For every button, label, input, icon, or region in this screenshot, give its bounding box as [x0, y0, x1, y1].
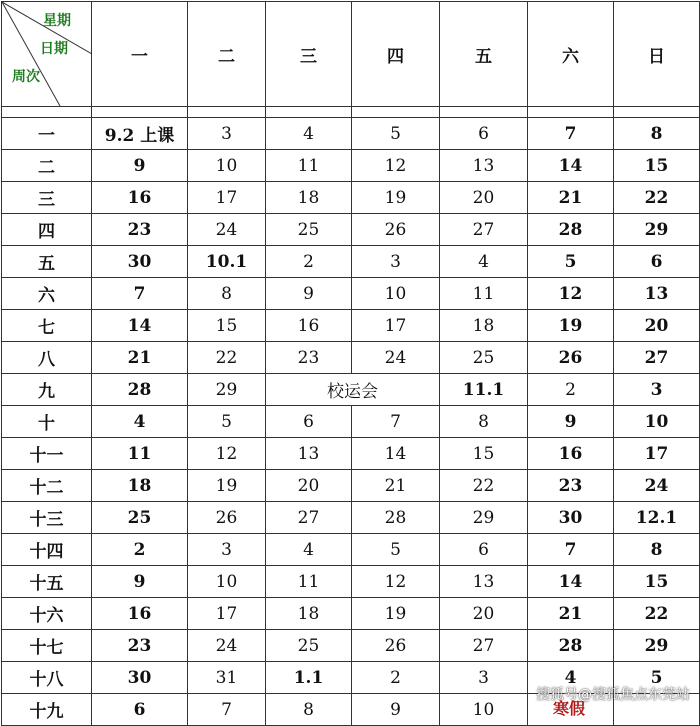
- day-cell: 27: [440, 214, 528, 246]
- weekend-cell: 26: [528, 342, 614, 374]
- day-cell: 10: [352, 278, 440, 310]
- corner-date-label: 日期: [40, 41, 68, 57]
- day-cell: 6: [440, 534, 528, 566]
- day-cell: 23: [92, 630, 188, 662]
- day-cell: 30: [92, 246, 188, 278]
- week-row: [2, 438, 700, 470]
- week-number: 十二: [2, 470, 92, 502]
- weekend-cell: 29: [614, 630, 700, 662]
- day-cell: 13: [266, 438, 352, 470]
- day-cell: 7: [188, 694, 266, 726]
- weekday-header-sun: 日: [614, 2, 700, 107]
- weekend-cell: 27: [614, 342, 700, 374]
- weekend-cell: 4: [528, 662, 614, 694]
- week-number: 十六: [2, 598, 92, 630]
- week-row: [2, 246, 700, 278]
- day-cell: 9: [92, 150, 188, 182]
- week-number: 十八: [2, 662, 92, 694]
- day-cell: 9.2 上课: [92, 118, 188, 150]
- day-cell: 19: [352, 598, 440, 630]
- day-cell: 11: [440, 278, 528, 310]
- day-cell: 14: [352, 438, 440, 470]
- weekend-cell: 29: [614, 214, 700, 246]
- week-number: 五: [2, 246, 92, 278]
- day-cell: 16: [266, 310, 352, 342]
- day-cell: 31: [188, 662, 266, 694]
- weekday-header-mon: 一: [92, 2, 188, 107]
- corner-week-label: 周次: [12, 69, 40, 85]
- day-cell: 15: [440, 438, 528, 470]
- day-cell: 19: [352, 182, 440, 214]
- day-cell: 22: [440, 470, 528, 502]
- weekend-cell: 14: [528, 566, 614, 598]
- week-row: [2, 470, 700, 502]
- day-cell: 8: [440, 406, 528, 438]
- day-cell: 5: [352, 534, 440, 566]
- day-cell: 23: [92, 214, 188, 246]
- day-cell: 18: [92, 470, 188, 502]
- day-cell: 12: [188, 438, 266, 470]
- semester-calendar-table: [1, 1, 700, 726]
- week-number: 六: [2, 278, 92, 310]
- week-number: 十五: [2, 566, 92, 598]
- weekend-cell: 10: [614, 406, 700, 438]
- holiday-cell: 10.1: [188, 246, 266, 278]
- day-cell: 6: [92, 694, 188, 726]
- weekend-cell: 13: [614, 278, 700, 310]
- day-cell: 4: [266, 534, 352, 566]
- day-cell: 9: [92, 566, 188, 598]
- day-cell: 18: [266, 598, 352, 630]
- week-row: [2, 118, 700, 150]
- weekend-cell: 12: [528, 278, 614, 310]
- weekend-cell: 16: [528, 438, 614, 470]
- week-number: 十一: [2, 438, 92, 470]
- day-cell: 22: [188, 342, 266, 374]
- weekend-cell: 21: [528, 598, 614, 630]
- week-row: [2, 278, 700, 310]
- day-cell: 7: [92, 278, 188, 310]
- weekend-cell: 15: [614, 150, 700, 182]
- day-cell: 13: [440, 566, 528, 598]
- week-row: [2, 566, 700, 598]
- day-cell: 30: [92, 662, 188, 694]
- week-number: 二: [2, 150, 92, 182]
- day-cell: 25: [440, 342, 528, 374]
- watermark: 搜狐号@搜狐焦点东莞站: [536, 687, 690, 703]
- weekend-cell: 17: [614, 438, 700, 470]
- day-cell: 3: [352, 246, 440, 278]
- week-row: [2, 630, 700, 662]
- day-cell: 5: [352, 118, 440, 150]
- holiday-cell: 12.1: [614, 502, 700, 534]
- week-row: [2, 534, 700, 566]
- header-row: [2, 2, 700, 107]
- weekend-cell: 5: [528, 246, 614, 278]
- day-cell: 10: [188, 150, 266, 182]
- day-cell: 10: [440, 694, 528, 726]
- holiday-cell: 11.1: [440, 374, 528, 406]
- weekend-cell: 24: [614, 470, 700, 502]
- weekend-cell: 19: [528, 310, 614, 342]
- day-cell: 25: [266, 214, 352, 246]
- day-cell: 29: [440, 502, 528, 534]
- week-number: 八: [2, 342, 92, 374]
- sports-meet-cell: 校运会: [266, 374, 440, 406]
- weekend-cell: 15: [614, 566, 700, 598]
- day-cell: 9: [266, 278, 352, 310]
- day-cell: 2: [528, 374, 614, 406]
- day-cell: 20: [440, 182, 528, 214]
- day-cell: 18: [266, 182, 352, 214]
- week-row: [2, 182, 700, 214]
- weekday-header-fri: 五: [440, 2, 528, 107]
- day-cell: 23: [266, 342, 352, 374]
- day-cell: 17: [188, 598, 266, 630]
- day-cell: 28: [92, 374, 188, 406]
- week-row: [2, 406, 700, 438]
- weekend-cell: 8: [614, 118, 700, 150]
- day-cell: 28: [352, 502, 440, 534]
- week-row: [2, 214, 700, 246]
- day-cell: 3: [188, 534, 266, 566]
- day-cell: 18: [440, 310, 528, 342]
- week-number: 四: [2, 214, 92, 246]
- day-cell: 12: [352, 566, 440, 598]
- week-number: 十七: [2, 630, 92, 662]
- winter-vacation-label: 寒假: [553, 699, 586, 718]
- holiday-cell: 1.1: [266, 662, 352, 694]
- day-cell: 4: [92, 406, 188, 438]
- day-cell: 27: [440, 630, 528, 662]
- day-cell: 14: [92, 310, 188, 342]
- day-cell: 25: [266, 630, 352, 662]
- header-gap-row: [2, 107, 700, 118]
- week-number: 十九: [2, 694, 92, 726]
- week-row: [2, 502, 700, 534]
- day-cell: 16: [92, 598, 188, 630]
- day-cell: 2: [266, 246, 352, 278]
- day-cell: 8: [266, 694, 352, 726]
- day-cell: 9: [352, 694, 440, 726]
- day-cell: 2: [352, 662, 440, 694]
- week-row: [2, 150, 700, 182]
- weekend-cell: 6: [614, 246, 700, 278]
- day-cell: 11: [92, 438, 188, 470]
- day-cell: 17: [352, 310, 440, 342]
- day-cell: 10: [188, 566, 266, 598]
- weekend-cell: 22: [614, 598, 700, 630]
- weekend-cell: 30: [528, 502, 614, 534]
- day-cell: 24: [352, 342, 440, 374]
- week-row: [2, 342, 700, 374]
- week-number: 七: [2, 310, 92, 342]
- day-cell: 24: [188, 630, 266, 662]
- day-cell: 11: [266, 566, 352, 598]
- weekend-cell: 5: [614, 662, 700, 694]
- day-cell: 6: [266, 406, 352, 438]
- weekend-cell: 22: [614, 182, 700, 214]
- day-cell: 26: [352, 214, 440, 246]
- weekend-cell: 20: [614, 310, 700, 342]
- weekend-cell: 9: [528, 406, 614, 438]
- day-cell: 15: [188, 310, 266, 342]
- week-row: [2, 598, 700, 630]
- weekend-cell: 7: [528, 118, 614, 150]
- weekday-header-wed: 三: [266, 2, 352, 107]
- week-row: [2, 374, 700, 406]
- week-row: [2, 310, 700, 342]
- weekday-header-sat: 六: [528, 2, 614, 107]
- day-cell: 20: [266, 470, 352, 502]
- week-number: 九: [2, 374, 92, 406]
- week-number: 三: [2, 182, 92, 214]
- day-cell: 26: [188, 502, 266, 534]
- week-number: 十: [2, 406, 92, 438]
- day-cell: 17: [188, 182, 266, 214]
- day-cell: 3: [188, 118, 266, 150]
- day-cell: 16: [92, 182, 188, 214]
- day-cell: 24: [188, 214, 266, 246]
- weekend-cell: 7: [528, 534, 614, 566]
- weekend-cell: 8: [614, 534, 700, 566]
- day-cell: 21: [352, 470, 440, 502]
- corner-cell: [2, 2, 92, 107]
- weekend-cell: 21: [528, 182, 614, 214]
- weekday-header-thu: 四: [352, 2, 440, 107]
- weekend-cell: 28: [528, 214, 614, 246]
- weekend-cell: 3: [614, 374, 700, 406]
- weekend-cell: 14: [528, 150, 614, 182]
- day-cell: 4: [440, 246, 528, 278]
- day-cell: 21: [92, 342, 188, 374]
- weekend-cell: 28: [528, 630, 614, 662]
- corner-weekday-label: 星期: [43, 13, 71, 29]
- day-cell: 29: [188, 374, 266, 406]
- day-cell: 25: [92, 502, 188, 534]
- week-number: 十四: [2, 534, 92, 566]
- day-cell: 5: [188, 406, 266, 438]
- day-cell: 4: [266, 118, 352, 150]
- day-cell: 13: [440, 150, 528, 182]
- week-number: 十三: [2, 502, 92, 534]
- day-cell: 7: [352, 406, 440, 438]
- week-number: 一: [2, 118, 92, 150]
- day-cell: 8: [188, 278, 266, 310]
- day-cell: 12: [352, 150, 440, 182]
- day-cell: 19: [188, 470, 266, 502]
- day-cell: 3: [440, 662, 528, 694]
- weekday-header-tue: 二: [188, 2, 266, 107]
- day-cell: 26: [352, 630, 440, 662]
- day-cell: 2: [92, 534, 188, 566]
- day-cell: 27: [266, 502, 352, 534]
- day-cell: 20: [440, 598, 528, 630]
- weekend-cell: 23: [528, 470, 614, 502]
- day-cell: 11: [266, 150, 352, 182]
- day-cell: 6: [440, 118, 528, 150]
